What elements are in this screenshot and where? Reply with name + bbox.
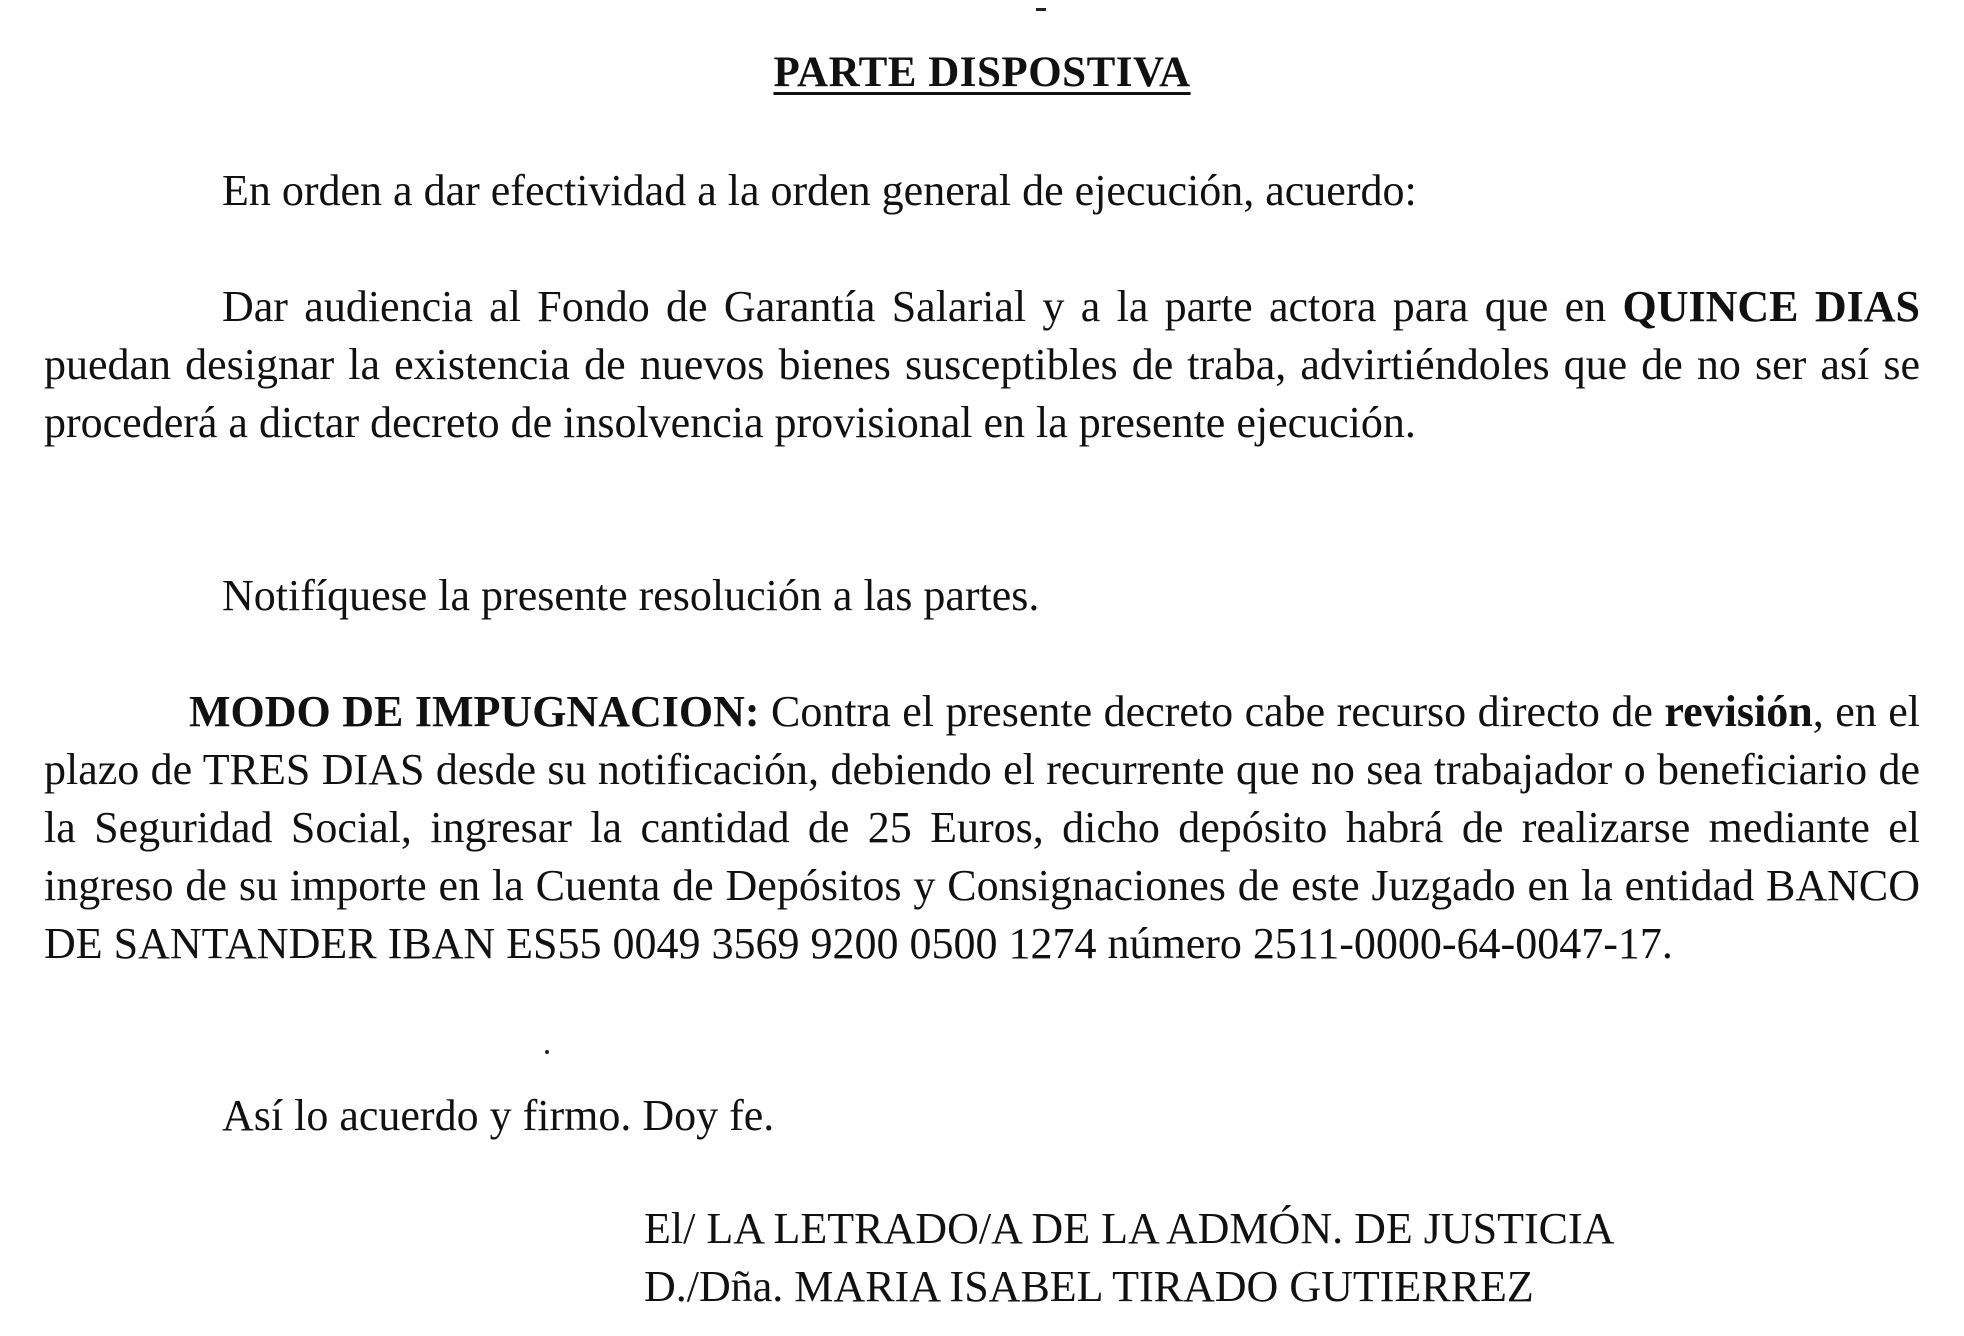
paragraph-notifiquese-text: Notifíquese la presente resolución a las partes. (222, 571, 1040, 620)
paragraph-impugnacion-text-2: , en el plazo de TRES DIAS desde su notificación, debiendo el recurrente que no sea trabajador o beneficiario de la Seguridad Social, ingresar la cantidad de 25 Euros, dicho depósito habrá de realizarse mediante el ingreso de su importe en la Cuenta de Depósitos y Consignaciones de este Juzgado en la entidad BANCO DE SANTANDER IBAN ES55 0049 3569 9200 0500 1274 número 2511-0000-64-0047-17. (44, 687, 1920, 968)
impugnacion-bold-word: revisión (1664, 687, 1813, 736)
paragraph-intro-text: En orden a dar efectividad a la orden general de ejecución, acuerdo: (222, 166, 1417, 215)
paragraph-audiencia-text-2: puedan designar la existencia de nuevos bienes susceptibles de traba, advirtiéndoles que de no ser así se procederá a dictar decreto de insolvencia provisional en la presente ejecución. (44, 340, 1920, 447)
scan-speck-mid (545, 1050, 549, 1054)
paragraph-closing-text: Así lo acuerdo y firmo. Doy fe. (222, 1091, 775, 1140)
signature-name: D./Dña. MARIA ISABEL TIRADO GUTIERREZ (644, 1262, 1534, 1311)
paragraph-closing (44, 1087, 1920, 1145)
paragraph-notifiquese (44, 567, 1920, 625)
paragraph-audiencia-text-1: Dar audiencia al Fondo de Garantía Salarial y a la parte actora para que en (222, 282, 1623, 331)
paragraph-impugnacion (44, 683, 1920, 973)
impugnacion-label: MODO DE IMPUGNACION: (189, 687, 760, 736)
paragraph-impugnacion-text-1: Contra el presente decreto cabe recurso directo de (759, 687, 1665, 736)
paragraph-audiencia (44, 278, 1920, 452)
signature-role: El/ LA LETRADO/A DE LA ADMÓN. DE JUSTICIA (644, 1204, 1615, 1253)
paragraph-audiencia-bold: QUINCE DIAS (1622, 282, 1920, 331)
scan-speck-top (1036, 8, 1046, 11)
section-title: PARTE DISPOSTIVA (773, 49, 1191, 96)
paragraph-intro (44, 162, 1920, 220)
